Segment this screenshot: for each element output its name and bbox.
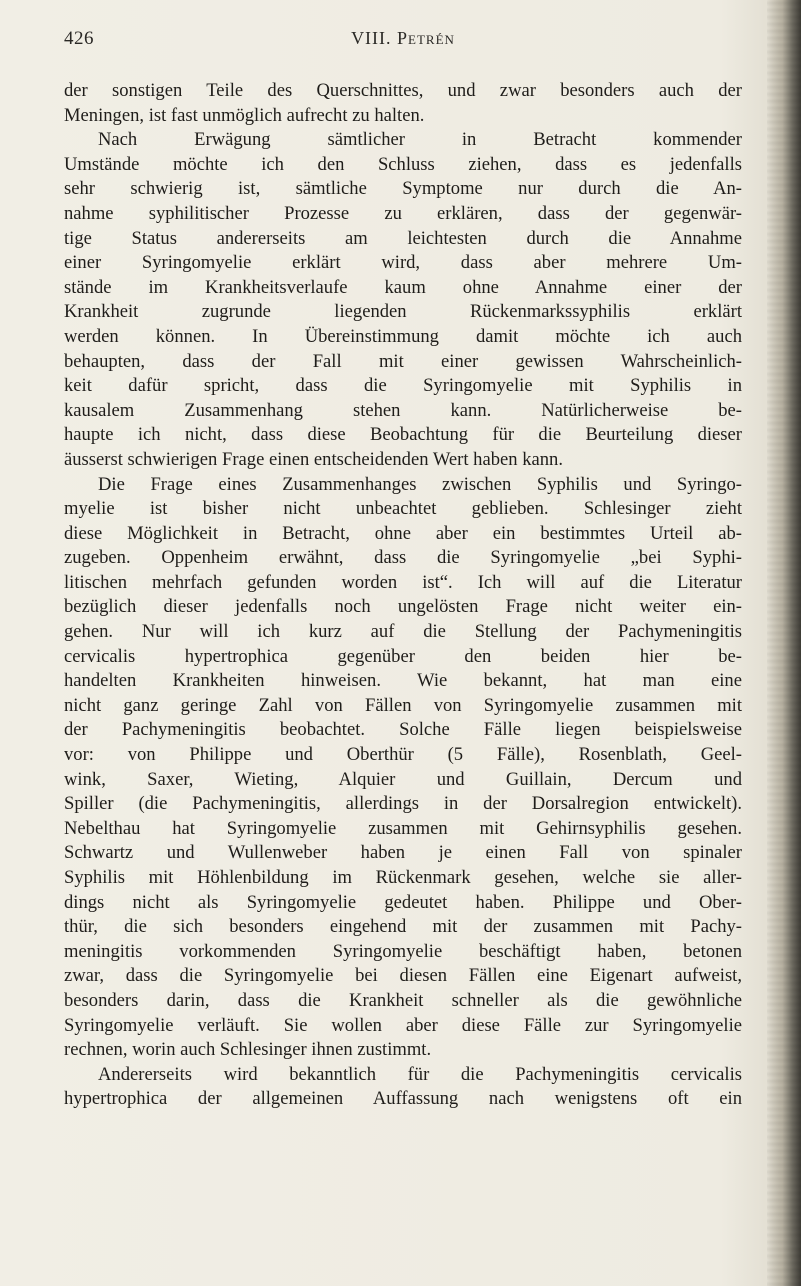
text-line: diese Möglichkeit in Betracht, ohne aber ein bestimmtes Urteil ab- — [64, 522, 742, 544]
text-line: litischen mehrfach gefunden worden ist“. Ich will auf die Literatur — [64, 571, 742, 593]
text-line: sehr schwierig ist, sämtliche Symptome nur durch die An- — [64, 178, 742, 200]
text-line: bezüglich dieser jedenfalls noch ungelösten Frage nicht weiter ein- — [64, 596, 742, 618]
text-line: besonders darin, dass die Krankheit schneller als die gewöhnliche — [64, 989, 742, 1011]
text-line: Nebelthau hat Syringomyelie zusammen mit Gehirnsyphilis gesehen. — [64, 817, 742, 839]
text-line: kausalem Zusammenhang stehen kann. Natürlicherweise be- — [64, 399, 742, 421]
text-line: tige Status andererseits am leichtesten durch die Annahme — [64, 227, 742, 249]
text-line: wink, Saxer, Wieting, Alquier und Guillain, Dercum und — [64, 768, 742, 790]
text-line: der sonstigen Teile des Querschnittes, und zwar besonders auch der — [64, 80, 742, 101]
text-line: zugeben. Oppenheim erwähnt, dass die Syringomyelie „bei Syphi- — [64, 547, 742, 569]
body-text — [64, 79, 742, 1112]
page-number: 426 — [64, 28, 94, 49]
text-line: thür, die sich besonders eingehend mit der zusammen mit Pachy- — [64, 916, 742, 938]
text-line: dings nicht als Syringomyelie gedeutet haben. Philippe und Ober- — [64, 891, 742, 913]
text-line: Krankheit zugrunde liegenden Rückenmarkssyphilis erklärt — [64, 301, 742, 323]
text-line: werden können. In Übereinstimmung damit möchte ich auch — [64, 325, 742, 347]
text-line: hypertrophica der allgemeinen Auffassung nach wenigstens oft ein — [64, 1088, 742, 1110]
text-line: Syringomyelie verläuft. Sie wollen aber diese Fälle zur Syringomyelie — [64, 1014, 742, 1036]
page-header — [64, 20, 742, 52]
text-line: äusserst schwierigen Frage einen entscheidenden Wert haben kann. — [64, 448, 563, 470]
text-line: gehen. Nur will ich kurz auf die Stellung der Pachymeningitis — [64, 621, 742, 643]
book-binding-edge — [767, 0, 801, 1286]
text-line: Syphilis mit Höhlenbildung im Rückenmark gesehen, welche sie aller- — [64, 867, 742, 888]
text-line: stände im Krankheitsverlaufe kaum ohne Annahme einer der — [64, 276, 742, 298]
text-line: myelie ist bisher nicht unbeachtet geblieben. Schlesinger zieht — [64, 498, 742, 520]
running-head: VIII. Petrén — [351, 28, 455, 48]
text-line: Umstände möchte ich den Schluss ziehen, dass es jedenfalls — [64, 153, 742, 175]
text-line: rechnen, worin auch Schlesinger ihnen zustimmt. — [64, 1039, 432, 1061]
text-line: nahme syphilitischer Prozesse zu erklären, dass der gegenwär- — [64, 202, 742, 224]
text-line: zwar, dass die Syringomyelie bei diesen Fällen eine Eigenart aufweist, — [64, 965, 742, 987]
text-line: Nach Erwägung sämtlicher in Betracht kommender — [98, 129, 742, 151]
text-line: Schwartz und Wullenweber haben je einen Fall von spinaler — [64, 842, 742, 864]
text-line: handelten Krankheiten hinweisen. Wie bekannt, hat man eine — [64, 670, 742, 692]
text-line: vor: von Philippe und Oberthür (5 Fälle), Rosenblath, Geel- — [64, 744, 742, 766]
text-line: keit dafür spricht, dass die Syringomyelie mit Syphilis in — [64, 375, 742, 397]
text-line: behaupten, dass der Fall mit einer gewissen Wahrscheinlich- — [64, 350, 742, 372]
text-line: haupte ich nicht, dass diese Beobachtung für die Beurteilung dieser — [64, 424, 742, 446]
text-line: Meningen, ist fast unmöglich aufrecht zu halten. — [64, 104, 425, 126]
text-line: meningitis vorkommenden Syringomyelie beschäftigt haben, betonen — [64, 940, 742, 962]
text-line: Andererseits wird bekanntlich für die Pachymeningitis cervicalis — [98, 1063, 742, 1085]
text-line: cervicalis hypertrophica gegenüber den beiden hier be- — [64, 645, 742, 667]
text-line: einer Syringomyelie erklärt wird, dass aber mehrere Um- — [64, 252, 742, 274]
text-line: Die Frage eines Zusammenhanges zwischen Syphilis und Syringo- — [98, 473, 742, 495]
text-line: der Pachymeningitis beobachtet. Solche Fälle liegen beispielsweise — [64, 719, 742, 741]
text-line: nicht ganz geringe Zahl von Fällen von Syringomyelie zusammen mit — [64, 694, 742, 716]
text-line: Spiller (die Pachymeningitis, allerdings in der Dorsalregion entwickelt). — [64, 793, 742, 815]
